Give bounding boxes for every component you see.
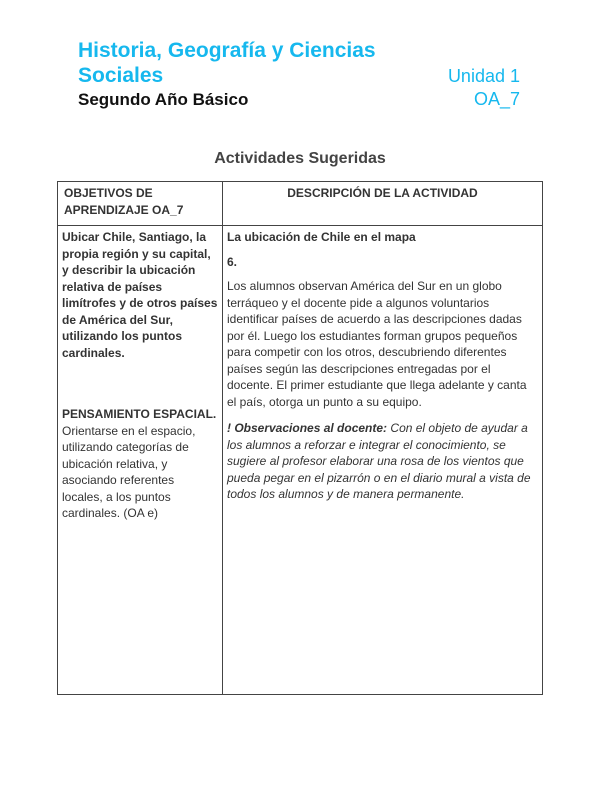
teacher-observations [227, 420, 537, 503]
column-divider [222, 182, 223, 694]
observations-label: ! Observaciones al docente: [227, 421, 388, 435]
header-divider [58, 225, 542, 226]
document-header [78, 38, 520, 111]
skill-label: PENSAMIENTO ESPACIAL. [62, 407, 217, 421]
subject-title-line2: Sociales [78, 64, 164, 87]
objectives-cell [62, 229, 218, 522]
grade-label: Segundo Año Básico [78, 90, 249, 109]
title-row-3 [78, 88, 520, 111]
activities-table [57, 181, 543, 695]
subject-title-line1: Historia, Geografía y Ciencias [78, 39, 376, 62]
description-cell [227, 229, 537, 503]
section-title: Actividades Sugeridas [214, 150, 386, 167]
title-row-2 [78, 63, 520, 88]
learning-objective: Ubicar Chile, Santiago, la propia región y su capital, y describir la ubicación relativa de países limítrofes y de otros países de América del Sur, utilizando los puntos cardinales. [62, 230, 218, 360]
column-header-description: DESCRIPCIÓN DE LA ACTIVIDAD [287, 186, 478, 200]
observations-text: Con el objeto de ayudar a los alumnos a reforzar e integrar el conocimiento, se sugiere al profesor elaborar una rosa de los vientos que pueda pegar en el pizarrón o en el diario mural a vista de todos los alumnos y de manera permanente. [227, 421, 531, 501]
activity-description: Los alumnos observan América del Sur en un globo terráqueo y el docente pide a algunos voluntarios identificar países de acuerdo a las descripciones dadas por él. Luego los estudiantes forman grupos pequeños para competir con los otros, descubriendo diferentes países según las descripciones entregadas por el docente. El primer estudiante que llega adelante y canta el país, otorga un punto a su equipo. [227, 279, 527, 409]
column-header-objectives: OBJETIVOS DE APRENDIZAJE OA_7 [64, 186, 184, 217]
oa-label: OA_7 [473, 89, 520, 109]
activity-title: La ubicación de Chile en el mapa [227, 230, 416, 244]
unit-label: Unidad 1 [447, 66, 520, 86]
skill-text: Orientarse en el espacio, utilizando categorías de ubicación relativa, y asociando referentes locales, a los puntos cardinales. (OA e) [62, 423, 196, 520]
activity-number: 6. [227, 254, 238, 269]
skill-paragraph [62, 406, 218, 522]
